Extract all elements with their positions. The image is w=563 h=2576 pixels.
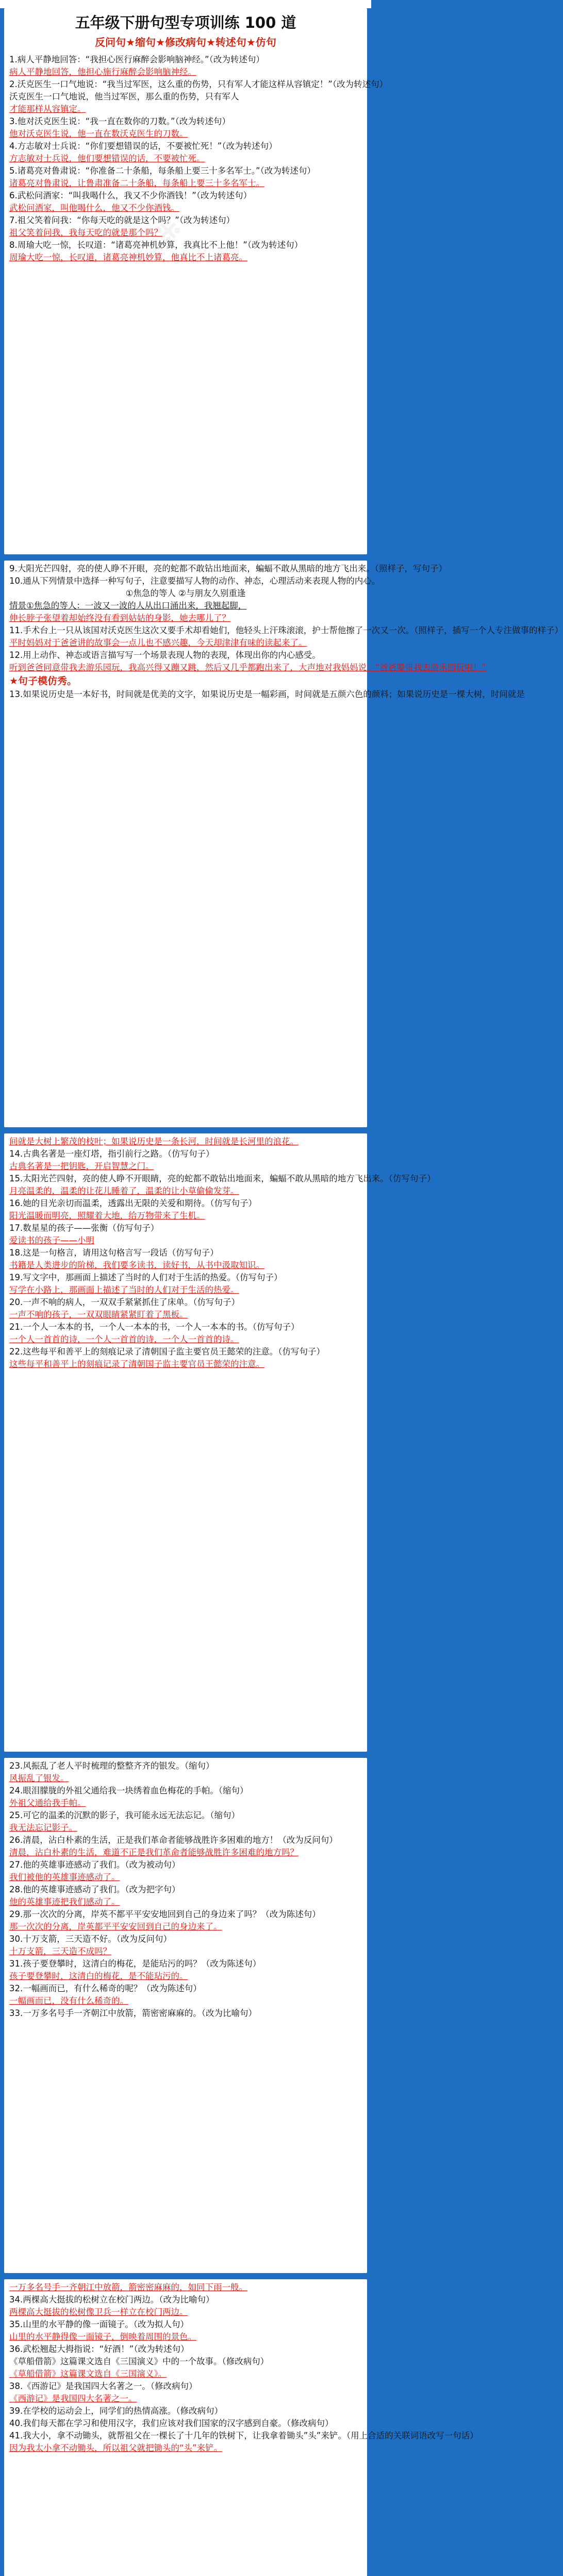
panel-5: [4, 2279, 478, 2576]
question-line: 26.清晨，沾白朴素的生活，正是我们革命者能够战胜许多困难的地方！（改为反问句）: [9, 1835, 338, 1845]
question-line: 36.武松翘起大拇指说：“好酒！”（改为转述句）: [9, 2344, 189, 2354]
answer-line: 那一次次的分离，岸英都平平安安回到自己的身边来了。: [9, 1922, 222, 1931]
question-line: 22.这些每平和善平上的刻痕记录了清朝国子监主要官员王懿荣的注意。（仿写句子）: [9, 1347, 325, 1357]
answer-line: 两棵高大挺拔的松树像卫兵一样立在校门两边。: [9, 2307, 188, 2317]
question-line: 2.沃克医生一口气地说：“我当过军医，这么重的伤势，只有军人才能这样从容镇定！”（改为转述句）: [9, 79, 388, 89]
question-line: 31.孩子要登攀时，这清白的梅花，是能玷污的吗？（改为陈述句）: [9, 1959, 261, 1969]
answer-line: 周瑜大吃一惊，长叹道，诸葛亮神机妙算，他真比不上诸葛亮。: [9, 252, 247, 262]
answer-line: 外祖父通给我手帕。: [9, 1798, 86, 1808]
panel-1: [4, 8, 388, 554]
answer-line: 《西游记》是我国四大名著之一。: [9, 2394, 137, 2403]
answer-line: 我们被他的英雄事迹感动了。: [9, 1872, 120, 1882]
answer-line: 他对沃克医生说，他一直在数沃克医生的刀数。: [9, 129, 188, 139]
question-line: 沃克医生一口气地说，他当过军医，那么重的伤势，只有军人: [9, 92, 239, 101]
question-line: 15.太阳光芒四射，亮的使人睁不开眼睛，亮的蛇都不敢钻出地面来，蝙蝠不敢从黑暗的地方飞出来。（仿写句子）: [9, 1174, 436, 1183]
question-line: 16.她的目光亲切而温柔，透露出无限的关爱和期待。（仿写句子）: [9, 1198, 257, 1208]
question-line: 6.武松问酒家：“叫我喝什么，我又不少你酒钱！”（改为转述句）: [9, 191, 252, 200]
answer-line: 一万多名号手一齐朝江中放箭，箭密密麻麻的，如同下雨一般。: [9, 2282, 247, 2292]
question-line: 30.十万支箭，三天造不好。（改为反问句）: [9, 1934, 172, 1944]
answer-line: 清晨，沾白朴素的生活，难道不正是我们革命者能够战胜许多困难的地方吗？: [9, 1848, 299, 1857]
answer-line: 他的英雄事迹把我们感动了。: [9, 1897, 120, 1907]
panel-2: [4, 561, 563, 1127]
question-line: 10.通从下列情景中选择一种写句子，注意要描写人物的动作、神态，心理活动来表现人物的内心。: [9, 576, 380, 586]
question-line: 9.大阳光芒四射，亮的使人睁不开眼，亮的蛇都不敢钻出地面来，蝙蝠不敢从黑暗的地方飞出来。（照样子，写句子）: [9, 564, 447, 573]
question-line: 1.病人平静地回答：“我担心医行麻醉会影响脑神经。”（改为转述句）: [9, 55, 264, 64]
answer-line: 一幅画而已，没有什么稀奇的。: [9, 1996, 128, 2006]
question-line: 19.写文字中，那画面上描述了当时的人们对于生活的热爱。（仿写句子）: [9, 1273, 283, 1282]
answer-line: 一个人一首首的诗，一个人一首首的诗，一个人一首首的诗。: [9, 1334, 239, 1344]
panel-3: [4, 1133, 436, 1752]
question-line: 17.数星星的孩子——张衡（仿写句子）: [9, 1223, 159, 1233]
question-line: 25.可它的温柔的沉默的影子，我可能永远无法忘记。（缩句）: [9, 1810, 240, 1820]
question-line: 35.山里的水平静的像一面镜子。（改为拟人句）: [9, 2319, 189, 2329]
answer-line: 这些每平和善平上的刻痕记录了清朝国子监主要官员王懿荣的注意。: [9, 1359, 264, 1369]
question-line: 29.那一次次的分离，岸英不都平平安安地回到自己的身边来了吗？（改为陈述句）: [9, 1909, 321, 1919]
question-line: 《草船借箭》这篇课文选自《三国演义》中的一个故事。（修改病句）: [9, 2357, 269, 2366]
answer-line: 写学在小路上，那画面上描述了当时的人们对于生活的热爱。: [9, 1285, 239, 1295]
question-line: 20.一声不响的病人，一双双手紧紧抓住了床单。（仿写句子）: [9, 1297, 240, 1307]
answer-line: 书籍是人类进步的阶梯，我们要多读书，读好书，从书中汲取知识。: [9, 1260, 264, 1270]
answer-line: 月亮温柔的，温柔的让花儿睡着了，温柔的让小草偷偷发芽。: [9, 1186, 239, 1196]
question-line: 3.他对沃克医生说：“我一直在数你的刀数。”（改为转述句）: [9, 116, 230, 126]
answer-line: 方志敏对士兵说，他们要想错误的话，不要被忙死。: [9, 154, 205, 163]
answer-line: 十万支箭，三天造不成吗？: [9, 1946, 111, 1956]
page-title: 五年级下册句型专项训练 100 道: [75, 14, 296, 31]
question-line: 38.《西游记》是我国四大名著之一。（修改病句）: [9, 2381, 197, 2391]
answer-line: 孩子要登攀时，这清白的梅花，是不能玷污的。: [9, 1971, 188, 1981]
question-line: 33.一万多名号手一齐朝江中放箭，箭密密麻麻的。（改为比喻句）: [9, 2008, 257, 2018]
answer-line: 听到爸爸同意带我去游乐园玩，我高兴得又蹦又跳，然后又几乎都跑出来了，大声地对我妈妈说：“爸爸要带我去游乐园玩啦！”: [9, 663, 486, 672]
answer-line: 伸长脖子张望着却始终没有看到姑姑的身影，她去哪儿了？: [9, 613, 230, 623]
question-line: 情景①焦急的等人：一波又一波的人从出口涌出来，我翘起脚，: [9, 601, 247, 611]
question-line: ★句子模仿秀。: [9, 675, 77, 687]
answer-line: 诸葛亮对鲁肃说，让鲁肃准备二十条船，每条船上要三十多名军士。: [9, 178, 264, 188]
question-line: 40.我们每天都在学习和使用汉字，我们应该对我们国家的汉字感到自豪。（修改病句）: [9, 2418, 334, 2428]
question-line: 23.风振乱了老人平时梳理的整整齐齐的银发。（缩句）: [9, 1761, 214, 1771]
question-line: 27.他的英雄事迹感动了我们。（改为被动句）: [9, 1860, 180, 1870]
answer-line: 才能那样从容镇定。: [9, 104, 86, 114]
answer-line: 古典名著是一把钥匙，开启智慧之门。: [9, 1161, 154, 1171]
answer-line: 病人平静地回答，他担心施行麻醉会影响脑神经。: [9, 67, 196, 77]
question-line: 7.祖父笑着问我：“你每天吃的就是这个吗？”（改为转述句）: [9, 215, 235, 225]
panel-4: [4, 1758, 367, 2273]
question-line: 28.他的英雄事迹感动了我们。（改为把字句）: [9, 1885, 180, 1894]
answer-line: 一声不响的孩子，一双双眼睛紧紧盯着了黑板。: [9, 1310, 188, 1319]
question-line: 39.在学校的运动会上，同学们的热情高涨。（修改病句）: [9, 2406, 223, 2416]
question-line: 34.两棵高大挺拔的松树立在校门两边。（改为比喻句）: [9, 2295, 214, 2304]
question-line: 8.周瑜大吃一惊，长叹道：“诸葛亮神机妙算，我真比不上他！”（改为转述句）: [9, 240, 303, 250]
question-line: ①焦急的等人 ②与朋友久别重逢: [125, 588, 246, 598]
answer-line: 爱读书的孩子——小明: [9, 1235, 94, 1245]
answer-line: 武松问酒家，叫他喝什么，他又不少你酒钱。: [9, 203, 179, 213]
answer-line: 我无法忘记影子。: [9, 1823, 77, 1833]
question-line: 12.用上动作、神态或语言描写写一个场景表现人物的表现，体现出你的内心感受。: [9, 650, 321, 660]
question-line: 32.一幅画而已，有什么稀奇的呢？（改为陈述句）: [9, 1984, 202, 1993]
question-line: 14.古典名著是一座灯塔，指引前行之路。（仿写句子）: [9, 1149, 214, 1159]
question-line: 41.我大小，拿不动锄头，就帮祖父在一棵长了十几年的铁树下，让我拿着锄头”头”来铲。（用上合适的关联词语改写一句话）: [9, 2431, 478, 2441]
answer-line: 风振乱了银发。: [9, 1773, 69, 1783]
answer-line: 山里的水平静得像一面镜子，倒映着周围的景色。: [9, 2332, 196, 2342]
question-line: 4.方志敏对士兵说：“你们要想错误的话，不要被忙死！”（改为转述句）: [9, 141, 277, 151]
answer-line: 间就是大树上繁茂的枝叶；如果说历史是一条长河，时间就是长河里的浪花。: [9, 1137, 299, 1146]
question-line: 21.一个人一本本的书，一个人一本本的书，一个人一本本的书。（仿写句子）: [9, 1322, 300, 1332]
question-line: 24.眼泪朦胧的外祖父通给我一块绣着血色梅花的手帕。（缩句）: [9, 1786, 249, 1795]
answer-line: 平时妈妈对于爸爸讲的故事会一点儿也不感兴趣，今天却津津有味的读起来了。: [9, 638, 307, 648]
answer-line: 阳光温暖而明亮，照耀着大地，给万物带来了生机。: [9, 1211, 205, 1221]
question-line: 13.如果说历史是一本好书，时间就是优美的文字，如果说历史是一幅彩画，时间就是五颜六色的颜料；如果说历史是一棵大树，时间就是: [9, 689, 525, 699]
question-line: 5.诸葛亮对鲁肃说：“你准备二十条船，每条船上要三十多名军士。”（改为转述句）: [9, 166, 316, 176]
page-subtitle: 反问句★缩句★修改病句★转述句★仿句: [95, 36, 276, 48]
top-margin: [0, 0, 371, 8]
answer-line: 祖父笑着问我，我每天吃的就是那个吗？: [9, 228, 162, 238]
answer-line: 因为我太小拿不动锄头，所以祖父就把锄头的“头”来铲。: [9, 2443, 223, 2453]
question-line: 11.手术台上一只从该国对沃克医生这次又要手术却看她们，他轻头上汗珠滚滚，护士帮他擦了一次又一次。（照样子，插写一个人专注做事的样子）: [9, 625, 563, 635]
question-line: 18.这是一句格言，请用这句格言写一段话（仿写句子）: [9, 1248, 219, 1258]
answer-line: 《草船借箭》这篇课文选自《三国演义》。: [9, 2369, 167, 2379]
